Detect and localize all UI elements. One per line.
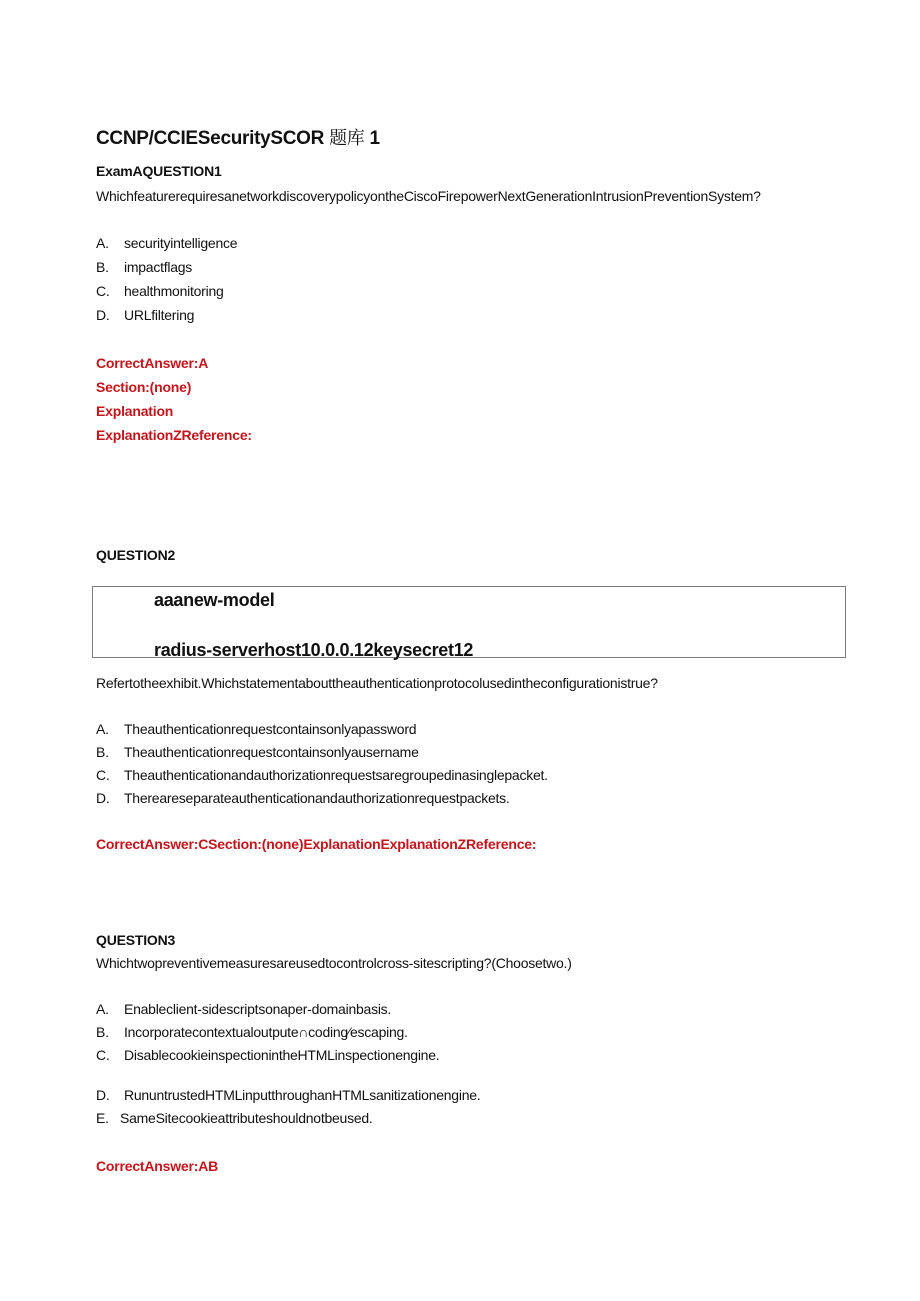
- question-heading: ExamAQUESTION1: [96, 163, 222, 179]
- option-letter: A.: [96, 235, 109, 251]
- option-text: SameSitecookieattributeshouldnotbeused.: [120, 1110, 373, 1126]
- option-e: [96, 1110, 373, 1126]
- option-text: Enableclient-sidescriptsonaper-domainbasis.: [124, 1001, 392, 1017]
- option-b: [96, 1024, 408, 1040]
- option-b: [96, 744, 419, 760]
- section-label: Section:(none): [96, 379, 192, 395]
- option-letter: B.: [96, 259, 109, 275]
- option-letter: C.: [96, 1047, 110, 1063]
- option-text: healthmonitoring: [124, 283, 224, 299]
- option-text: Theauthenticationrequestcontainsonlyapassword: [124, 721, 417, 737]
- correct-answer: CorrectAnswer:AB: [96, 1158, 219, 1174]
- option-c: [96, 283, 224, 299]
- option-text: Theauthenticationandauthorizationrequestsaregroupedinasinglepacket.: [124, 767, 548, 783]
- option-c: [96, 1047, 439, 1063]
- option-letter: D.: [96, 1087, 110, 1103]
- option-b: [96, 259, 192, 275]
- option-text: URLfiltering: [124, 307, 195, 323]
- option-d: [96, 790, 510, 806]
- option-letter: B.: [96, 1024, 109, 1040]
- document-title-number: 1: [369, 128, 380, 149]
- option-letter: E.: [96, 1110, 109, 1126]
- option-text: Thereareseparateauthenticationandauthorizationrequestpackets.: [124, 790, 510, 806]
- question-heading: QUESTION3: [96, 932, 176, 948]
- question-text: WhichfeaturerequiresanetworkdiscoverypolicyontheCiscoFirepowerNextGenerationIntrusionPreventionSystem?: [96, 188, 761, 204]
- exhibit-line-2: radius-serverhost10.0.0.12keysecret12: [154, 640, 474, 660]
- explanation-label: Explanation: [96, 403, 174, 419]
- option-c: [96, 767, 548, 783]
- option-letter: C.: [96, 767, 110, 783]
- exhibit-box: [92, 586, 846, 658]
- document-title-text: CCNP/CCIESecuritySCOR: [96, 128, 325, 149]
- option-text: impactflags: [124, 259, 193, 275]
- document-title-cjk: 题库: [329, 128, 365, 149]
- option-d: [96, 307, 194, 323]
- option-text: securityintelligence: [124, 235, 238, 251]
- option-a: [96, 235, 237, 251]
- document-title: [96, 124, 380, 150]
- correct-answer: CorrectAnswer:CSection:(none)ExplanationExplanationZReference:: [96, 836, 537, 852]
- option-letter: B.: [96, 744, 109, 760]
- option-letter: C.: [96, 283, 110, 299]
- option-a: [96, 721, 416, 737]
- option-text: RununtrustedHTMLinputthroughanHTMLsanitizationengine.: [124, 1087, 481, 1103]
- option-letter: A.: [96, 721, 109, 737]
- exhibit-line-1: aaanew-model: [154, 590, 275, 610]
- option-letter: A.: [96, 1001, 109, 1017]
- option-letter: D.: [96, 307, 110, 323]
- question-heading: QUESTION2: [96, 547, 176, 563]
- question-text: Refertotheexhibit.Whichstatementabouttheauthenticationprotocolusedintheconfigurationistrue?: [96, 675, 658, 691]
- option-text: Theauthenticationrequestcontainsonlyausername: [124, 744, 419, 760]
- correct-answer: CorrectAnswer:A: [96, 355, 209, 371]
- explanation-reference-label: ExplanationZReference:: [96, 427, 252, 443]
- option-letter: D.: [96, 790, 110, 806]
- option-d: [96, 1087, 480, 1103]
- option-a: [96, 1001, 391, 1017]
- option-text: DisablecookieinspectionintheHTMLinspectionengine.: [124, 1047, 440, 1063]
- option-text: Incorporatecontextualoutpute∩coding⁄escaping.: [124, 1024, 408, 1040]
- question-text: Whichtwopreventivemeasuresareusedtocontrolcross-sitescripting?(Choosetwo.): [96, 955, 572, 971]
